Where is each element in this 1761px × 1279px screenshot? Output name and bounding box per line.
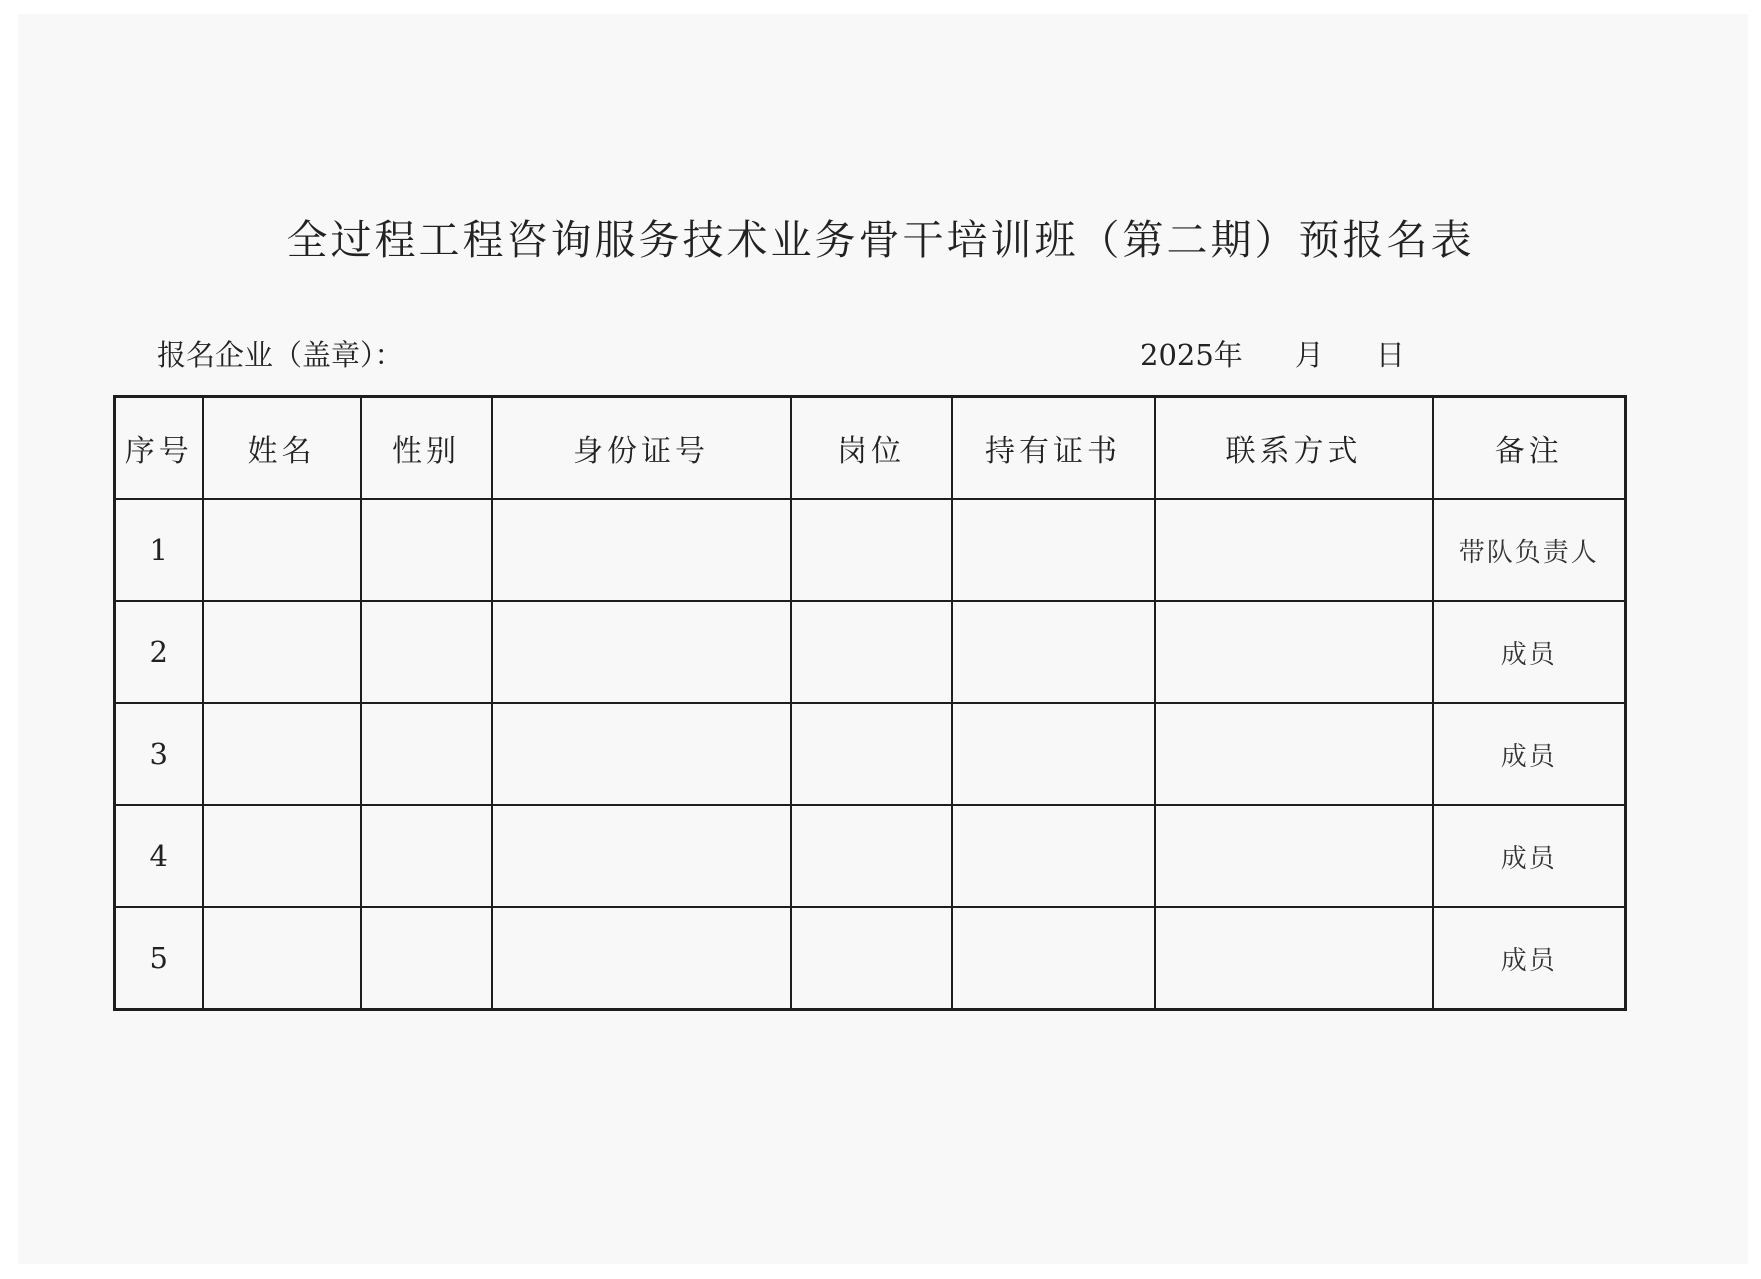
gender-cell[interactable] [361, 499, 492, 601]
header-contact: 联系方式 [1155, 397, 1433, 500]
contact-cell[interactable] [1155, 805, 1433, 907]
document-title: 全过程工程咨询服务技术业务骨干培训班（第二期）预报名表 [286, 216, 1475, 264]
note-cell: 成员 [1433, 601, 1626, 703]
header-gender: 性别 [361, 397, 492, 500]
position-cell[interactable] [791, 499, 952, 601]
position-cell[interactable] [791, 601, 952, 703]
gender-cell[interactable] [361, 601, 492, 703]
date-day: 日 [1375, 338, 1405, 372]
id-number-cell[interactable] [492, 805, 791, 907]
id-number-cell[interactable] [492, 703, 791, 805]
name-cell[interactable] [203, 805, 361, 907]
note-cell: 成员 [1433, 907, 1626, 1010]
name-cell[interactable] [203, 499, 361, 601]
table-row [115, 805, 1626, 907]
header-name: 姓名 [203, 397, 361, 500]
table-row [115, 907, 1626, 1010]
contact-cell[interactable] [1155, 703, 1433, 805]
header-row [115, 397, 1626, 500]
header-note: 备注 [1433, 397, 1626, 500]
position-cell[interactable] [791, 805, 952, 907]
certificate-cell[interactable] [952, 907, 1155, 1010]
row-no: 2 [115, 601, 203, 703]
table-row [115, 499, 1626, 601]
position-cell[interactable] [791, 907, 952, 1010]
position-cell[interactable] [791, 703, 952, 805]
company-seal-label: 报名企业（盖章）： [157, 338, 404, 372]
note-cell: 成员 [1433, 703, 1626, 805]
note-cell: 成员 [1433, 805, 1626, 907]
row-no: 4 [115, 805, 203, 907]
row-no: 1 [115, 499, 203, 601]
gender-cell[interactable] [361, 703, 492, 805]
id-number-cell[interactable] [492, 601, 791, 703]
registration-table [113, 395, 1627, 1011]
certificate-cell[interactable] [952, 805, 1155, 907]
id-number-cell[interactable] [492, 499, 791, 601]
header-no: 序号 [115, 397, 203, 500]
certificate-cell[interactable] [952, 499, 1155, 601]
date-month: 月 [1294, 338, 1324, 372]
header-certificate: 持有证书 [952, 397, 1155, 500]
contact-cell[interactable] [1155, 907, 1433, 1010]
contact-cell[interactable] [1155, 499, 1433, 601]
certificate-cell[interactable] [952, 601, 1155, 703]
contact-cell[interactable] [1155, 601, 1433, 703]
date-year: 2025年 [1140, 338, 1243, 372]
name-cell[interactable] [203, 601, 361, 703]
header-position: 岗位 [791, 397, 952, 500]
name-cell[interactable] [203, 703, 361, 805]
table-row [115, 703, 1626, 805]
note-cell: 带队负责人 [1433, 499, 1626, 601]
gender-cell[interactable] [361, 907, 492, 1010]
row-no: 3 [115, 703, 203, 805]
table-row [115, 601, 1626, 703]
gender-cell[interactable] [361, 805, 492, 907]
id-number-cell[interactable] [492, 907, 791, 1010]
date-line [1140, 333, 1405, 374]
certificate-cell[interactable] [952, 703, 1155, 805]
row-no: 5 [115, 907, 203, 1010]
header-id-number: 身份证号 [492, 397, 791, 500]
name-cell[interactable] [203, 907, 361, 1010]
